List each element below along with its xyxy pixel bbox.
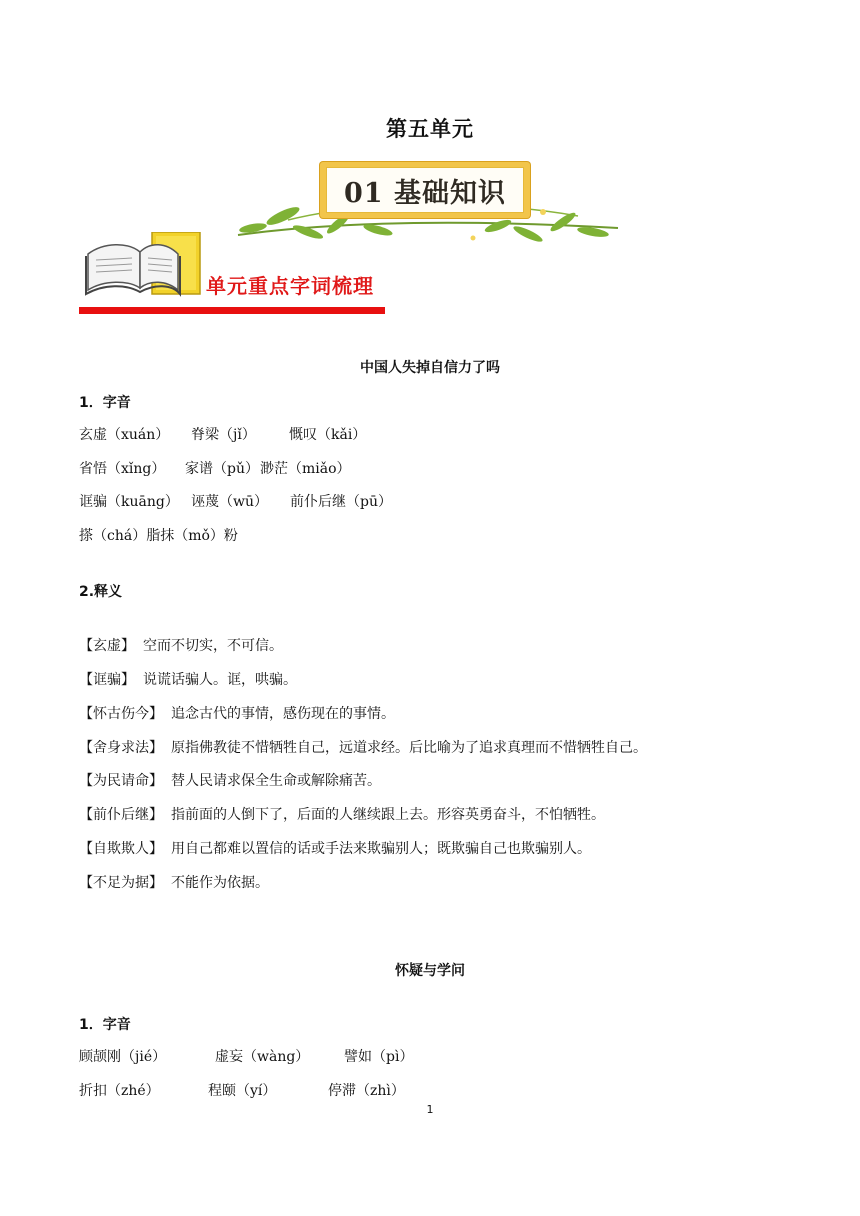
pronunciation-item: 诓骗（kuāng）	[79, 494, 179, 510]
page-number: 1	[426, 1103, 434, 1116]
pronunciation-row	[79, 525, 238, 545]
definition-term: 【玄虚】	[79, 638, 135, 654]
definition-text: 不能作为依据。	[171, 875, 269, 891]
pronunciation-item: 家谱（pǔ）	[185, 461, 259, 477]
section-underline	[79, 307, 385, 314]
definition-row	[79, 804, 605, 824]
pronunciation-item: 省悟（xǐng）	[79, 461, 166, 477]
definition-text: 替人民请求保全生命或解除痛苦。	[171, 773, 381, 789]
definition-text: 追念古代的事情，感伤现在的事情。	[171, 706, 395, 722]
pronunciation-heading: 1．字音	[79, 395, 131, 411]
pronunciation-heading: 1．字音	[79, 1017, 131, 1033]
banner-frame	[320, 162, 530, 218]
pronunciation-item: 顾颉刚（jié）	[79, 1049, 167, 1065]
pronunciation-item: 脂抹（mǒ）粉	[146, 528, 238, 544]
definition-term: 【诓骗】	[79, 672, 135, 688]
pronunciation-item: 前仆后继（pū）	[290, 494, 392, 510]
definition-row	[79, 838, 591, 858]
definition-text: 说谎话骗人。诓，哄骗。	[143, 672, 297, 688]
pronunciation-row	[79, 1080, 405, 1100]
pronunciation-row	[79, 1046, 413, 1066]
section-banner	[228, 150, 628, 250]
definition-row	[79, 770, 381, 790]
lesson-title: 怀疑与学问	[395, 963, 465, 979]
pronunciation-item: 玄虚（xuán）	[79, 427, 170, 443]
pronunciation-row	[79, 458, 351, 478]
pronunciation-item: 慨叹（kǎi）	[289, 427, 367, 443]
pronunciation-row	[79, 424, 366, 444]
definition-row	[79, 635, 283, 655]
pronunciation-item: 脊梁（jǐ）	[191, 427, 256, 443]
pronunciation-item: 渺茫（miǎo）	[260, 461, 351, 477]
pronunciation-row	[79, 491, 392, 511]
definition-term: 【舍身求法】	[79, 740, 163, 756]
book-icon	[82, 232, 202, 300]
definition-term: 【不足为据】	[79, 875, 163, 891]
definition-term: 【前仆后继】	[79, 807, 163, 823]
pronunciation-item: 停滞（zhì）	[328, 1083, 405, 1099]
definition-row	[79, 703, 395, 723]
definition-term: 【为民请命】	[79, 773, 163, 789]
definition-text: 用自己都难以置信的话或手法来欺骗别人；既欺骗自己也欺骗别人。	[171, 841, 591, 857]
unit-title: 第五单元	[386, 117, 474, 141]
definition-text: 原指佛教徒不惜牺牲自己，远道求经。后比喻为了追求真理而不惜牺牲自己。	[171, 740, 647, 756]
banner-title: 01 基础知识	[344, 177, 506, 209]
definition-row	[79, 669, 297, 689]
lesson-title: 中国人失掉自信力了吗	[360, 360, 500, 376]
definition-text: 空而不切实，不可信。	[143, 638, 283, 654]
pronunciation-item: 诬蔑（wū）	[191, 494, 268, 510]
pronunciation-item: 虚妄（wàng）	[215, 1049, 310, 1065]
pronunciation-item: 譬如（pì）	[344, 1049, 414, 1065]
pronunciation-item: 程颐（yí）	[208, 1083, 277, 1099]
definition-row	[79, 872, 269, 892]
definition-term: 【自欺欺人】	[79, 841, 163, 857]
section-title: 单元重点字词梳理	[206, 274, 374, 298]
definition-row	[79, 737, 647, 757]
pronunciation-item: 折扣（zhé）	[79, 1083, 160, 1099]
definition-text: 指前面的人倒下了，后面的人继续跟上去。形容英勇奋斗，不怕牺牲。	[171, 807, 605, 823]
pronunciation-item: 搽（chá）	[79, 528, 147, 544]
definition-heading: 2.释义	[79, 584, 123, 600]
definition-term: 【怀古伤今】	[79, 706, 163, 722]
